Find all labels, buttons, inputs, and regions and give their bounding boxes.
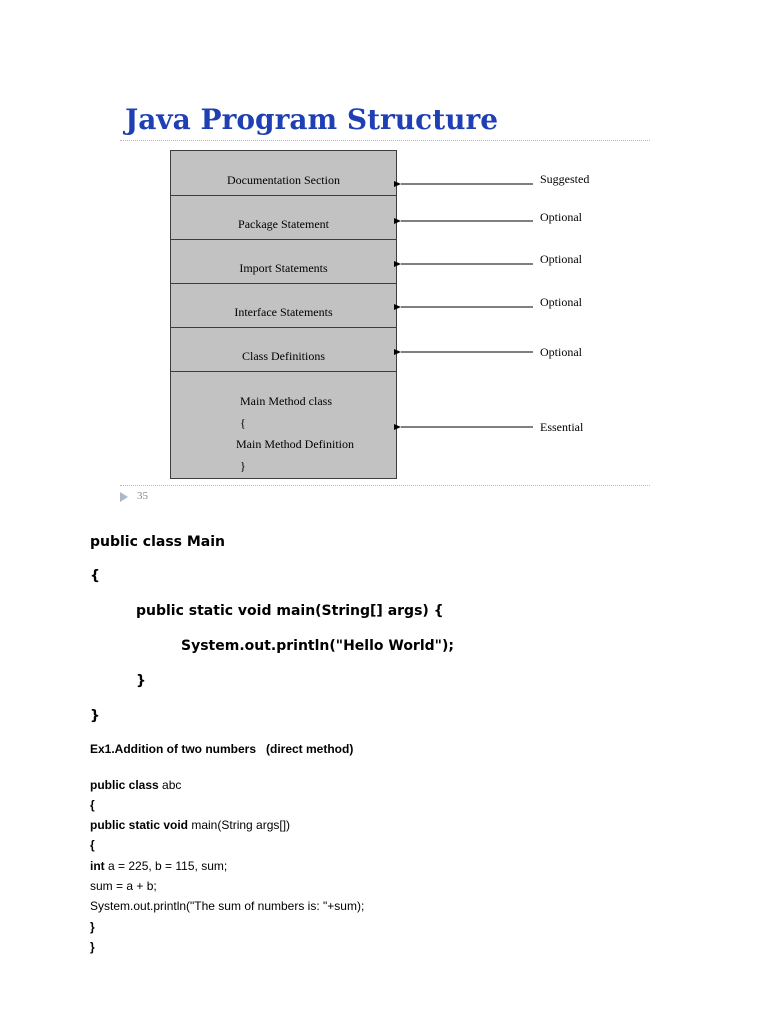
code-text: { — [90, 838, 95, 852]
code-line — [90, 818, 290, 832]
code-line — [90, 920, 95, 934]
code-line — [90, 879, 157, 893]
code-line — [90, 798, 95, 812]
code-text: { — [90, 798, 95, 812]
code-line — [90, 940, 95, 954]
layer-label: Class Definitions — [242, 349, 325, 363]
code-text: } — [90, 920, 95, 934]
main-line-4: } — [240, 459, 246, 473]
slide-title: Java Program Structure — [125, 103, 499, 136]
tag-main: Essential — [540, 420, 584, 434]
keyword: int — [90, 859, 105, 873]
code-text: main(String args[]) — [188, 818, 291, 832]
tag-interface: Optional — [540, 295, 582, 309]
slide-page-number: 35 — [137, 490, 148, 502]
layer-label: Import Statements — [239, 261, 328, 275]
code-line: public static void main(String[] args) { — [136, 603, 444, 619]
code-text: sum = a + b; — [90, 879, 157, 893]
tag-import: Optional — [540, 252, 582, 266]
main-line-2: { — [240, 416, 246, 430]
code-text: } — [90, 940, 95, 954]
slide-marker-icon — [120, 492, 128, 502]
code-line: } — [90, 708, 100, 724]
code-line: } — [136, 673, 146, 689]
tag-package: Optional — [540, 210, 582, 224]
code-line: { — [90, 568, 100, 584]
layer-label: Documentation Section — [227, 173, 340, 187]
layer-label: Package Statement — [238, 217, 329, 231]
example-heading: Ex1.Addition of two numbers (direct method) — [90, 742, 354, 756]
keyword: public class — [90, 778, 159, 792]
layer-label: Interface Statements — [234, 305, 333, 319]
keyword: public static void — [90, 818, 189, 832]
code-line: public class Main — [90, 534, 226, 550]
tag-documentation: Suggested — [540, 172, 590, 186]
code-line — [90, 838, 95, 852]
code-line — [90, 899, 364, 913]
code-text: System.out.println("The sum of numbers is: "+sum); — [90, 899, 365, 913]
code-line — [90, 778, 181, 792]
footer-divider — [120, 485, 650, 486]
main-line-1: Main Method class — [240, 394, 332, 408]
code-text: abc — [158, 778, 182, 792]
tag-class: Optional — [540, 345, 582, 359]
code-line — [90, 859, 227, 873]
code-line: System.out.println("Hello World"); — [181, 638, 454, 654]
code-text: a = 225, b = 115, sum; — [104, 859, 228, 873]
main-line-3: Main Method Definition — [236, 437, 354, 451]
